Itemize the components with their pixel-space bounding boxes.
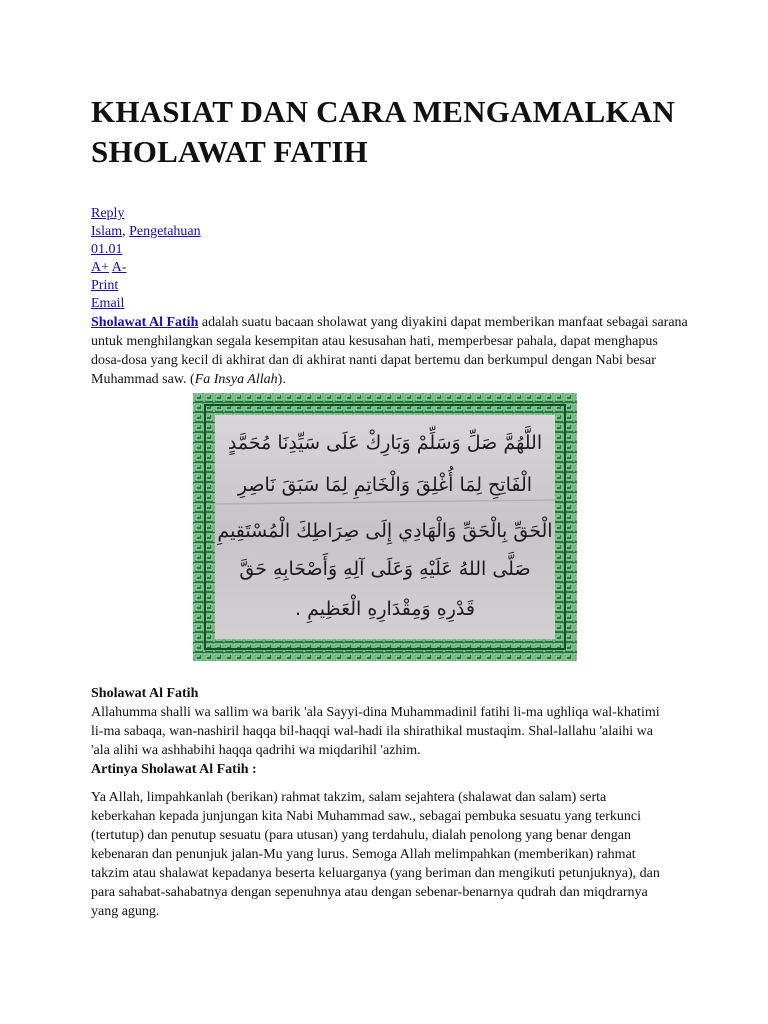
intro-text: adalah suatu bacaan sholawat yang diyakini dapat memberikan manfaat sebagai sarana untuk menghilangkan segala kesempitan atau kesusahan hati, memperbesar pahala, dapat menghapus dosa-dosa yang kecil di akhirat dan di akhirat nanti dapat bertemu dan berkumpul dengan Nabi besar Muhammad saw. ( bbox=[91, 315, 688, 387]
reply-link[interactable]: Reply bbox=[91, 206, 125, 221]
font-increase-link[interactable]: A+ bbox=[91, 260, 110, 275]
font-decrease-link[interactable]: A- bbox=[111, 260, 127, 275]
calligraphy-image bbox=[193, 393, 577, 661]
calligraphy-line-3: الْحَقِّ بِالْحَقِّ وَالْهَادِي إِلَى صِرَاطِكَ الْمُسْتَقِيمِ bbox=[217, 520, 553, 542]
transliteration-heading: Sholawat Al Fatih bbox=[91, 686, 199, 701]
calligraphy-line-1: اللَّهُمَّ صَلِّ وَسَلِّمْ وَبَارِكْ عَلَى سَيِّدِنَا مُحَمَّدٍ bbox=[227, 432, 543, 454]
transliteration-text: Allahumma shalli wa sallim wa barik 'ala Sayyi-dina Muhammadinil fatihi li-ma ughliqa wal-khatimi li-ma sabaqa, wan-nashiril haqqa bil-haqqi wal-hadi ila shirathikal mustaqim. Shal-lallahu 'alaihi wa 'ala alihi wa ashhabihi haqqa qadrihi wa miqdarihil 'azhim. bbox=[91, 705, 660, 758]
print-link[interactable]: Print bbox=[91, 278, 119, 293]
intro-tail: ). bbox=[277, 372, 286, 387]
post-meta bbox=[91, 205, 691, 313]
calligraphy-line-4: صَلَّى اللهُ عَلَيْهِ وَعَلَى آلِهِ وَأَصْحَابِهِ حَقَّ bbox=[239, 558, 531, 580]
calligraphy-line-5: قَدْرِهِ وَمِقْدَارِهِ الْعَظِيمِ . bbox=[295, 598, 475, 620]
category-list bbox=[91, 223, 691, 241]
category-islam-link[interactable]: Islam bbox=[91, 224, 123, 239]
intro-paragraph bbox=[91, 313, 691, 389]
sholawat-al-fatih-link[interactable]: Sholawat Al Fatih bbox=[91, 315, 199, 330]
page-title: KHASIAT DAN CARA MENGAMALKAN SHOLAWAT FATIH bbox=[91, 94, 676, 169]
category-separator: , bbox=[122, 224, 130, 239]
transliteration-section bbox=[91, 684, 671, 779]
email-link[interactable]: Email bbox=[91, 296, 125, 311]
intro-italic: Fa Insya Allah bbox=[194, 372, 278, 387]
calligraphy-line-2: الْفَاتِحِ لِمَا أُغْلِقَ وَالْخَاتِمِ لِمَا سَبَقَ نَاصِرِ bbox=[237, 474, 533, 496]
translation-section bbox=[91, 788, 671, 921]
article bbox=[91, 92, 691, 389]
translation-text: Ya Allah, limpahkanlah (berikan) rahmat takzim, salam sejahtera (shalawat dan salam) serta keberkahan kepada junjungan kita Nabi Muhammad saw., sebagai pembuka sesuatu yang terkunci (tertutup) dan penutup sesuatu (para utusan) yang terdahulu, dialah penolong yang benar dengan kebenaran dan penunjuk jalan-Mu yang lurus. Semoga Allah melimpahkan (memberikan) rahmat takzim atau shalawat kepadanya beserta keluarganya (yang beriman dan mengikuti petunjuknya), dan para sahabat-sahabatnya dengan sepenuhnya atau dengan sebenar-benarnya qudrah dan miqdrarnya yang agung. bbox=[91, 790, 660, 919]
post-time-link[interactable]: 01.01 bbox=[91, 242, 123, 257]
category-pengetahuan-link[interactable]: Pengetahuan bbox=[129, 224, 201, 239]
translation-heading: Artinya Sholawat Al Fatih : bbox=[91, 762, 257, 777]
